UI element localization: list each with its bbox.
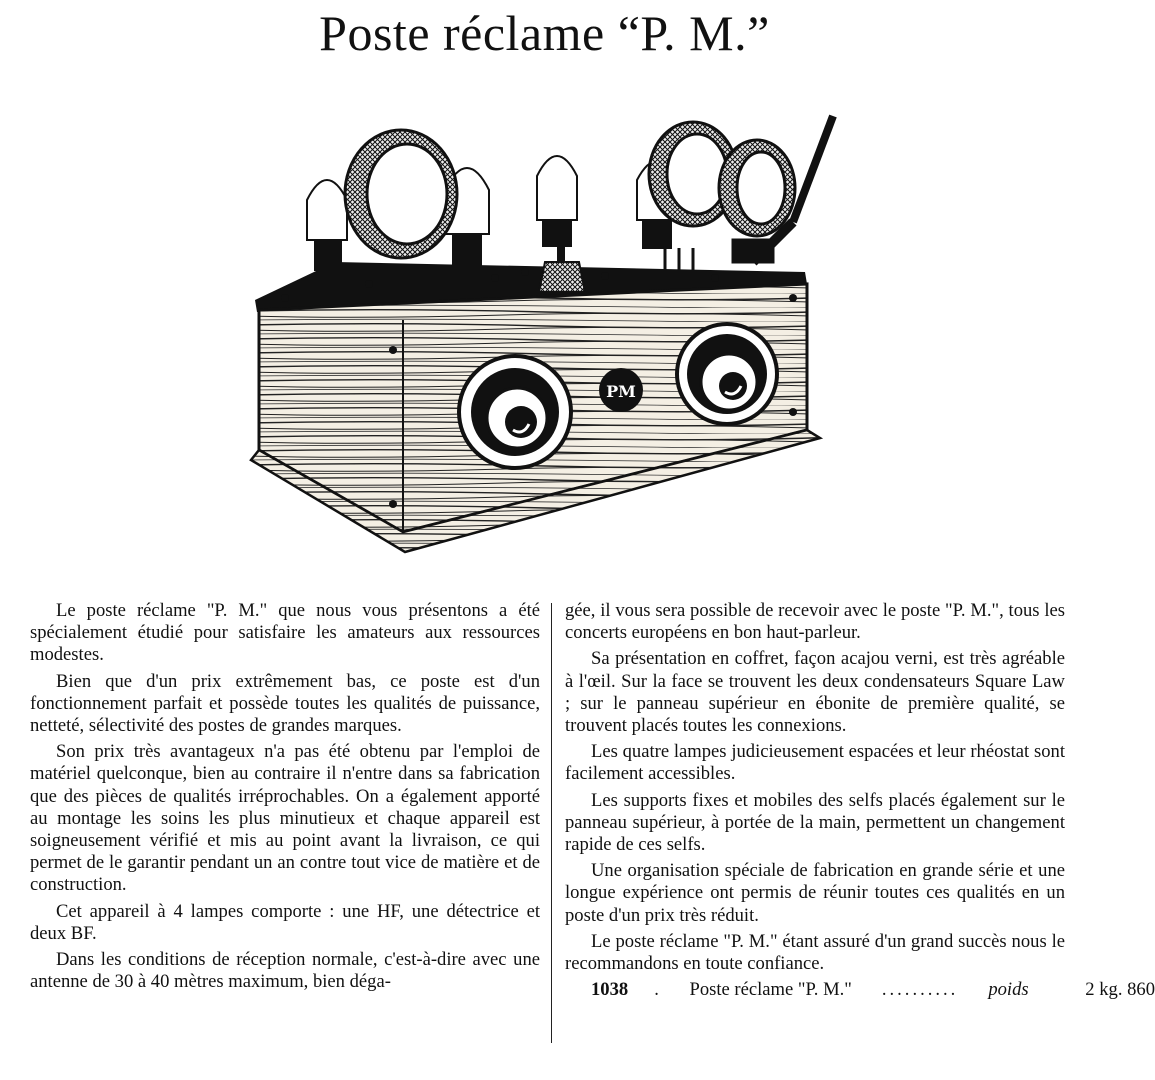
paragraph: Les supports fixes et mobiles des selfs placés également sur le panneau supérieur, à portée de la main, permettent un changement rapide de ces selfs. xyxy=(565,789,1065,856)
paragraph: Cet appareil à 4 lampes comporte : une HF, une détectrice et deux BF. xyxy=(30,900,540,944)
right-column xyxy=(565,600,1155,1005)
paragraph: Bien que d'un prix extrêmement bas, ce poste est d'un fonctionnement parfait et possède toutes les qualités de puissance, netteté, sélectivité des postes de grandes marques. xyxy=(30,670,540,737)
left-column xyxy=(30,600,540,997)
coil-left xyxy=(345,130,457,258)
paragraph: Sa présentation en coffret, façon acajou verni, est très agréable à l'œil. Sur la face se trouvent les deux condensateurs Square Law ; sur le panneau supérieur en ébonite de première qualité, se trouvent placés toutes les connexions. xyxy=(565,648,1065,737)
catalog-leader: .......... xyxy=(881,979,959,1001)
paragraph: Le poste réclame "P. M." que nous vous présentons a été spécialement étudié pour satisfaire les amateurs aux ressources modestes. xyxy=(30,600,540,666)
svg-text:PM: PM xyxy=(606,382,636,401)
paragraph: Les quatre lampes judicieusement espacées et leur rhéostat sont facilement accessibles. xyxy=(565,741,1065,785)
paragraph: Une organisation spéciale de fabrication en grande série et une longue expérience ont permis de réunir toutes ces qualités en un poste d'un prix très réduit. xyxy=(565,860,1065,926)
catalog-item: Poste réclame "P. M." xyxy=(689,979,852,1001)
coil-right xyxy=(649,122,795,236)
paragraph: Dans les conditions de réception normale, c'est-à-dire avec une antenne de 30 à 40 mètres maximum, bien déga- xyxy=(30,949,540,993)
right-tuning-dial xyxy=(677,324,777,424)
weight-label: poids xyxy=(988,979,1029,1001)
radio-set-illustration xyxy=(245,112,845,560)
column-divider xyxy=(551,603,552,1043)
weight-value: 2 kg. 860 xyxy=(1085,979,1155,1001)
paragraph: Son prix très avantageux n'a pas été obtenu par l'emploi de matériel quelconque, bien au contraire il n'entre dans sa fabrication que des pièces de qualités irréprochables. On a également apporté au montage les soins les plus minutieux et chaque appareil est soigneusement vérifié et mis au point avant la livraison, ce qui permet de le garantir pendant un an contre tout vice de matière et de construction. xyxy=(30,741,540,896)
left-tuning-dial xyxy=(459,356,571,468)
page-title: Poste réclame “P. M.” xyxy=(319,5,770,61)
pm-monogram-icon xyxy=(599,368,643,412)
paragraph-continuation: gée, il vous sera possible de recevoir avec le poste "P. M.", tous les concerts européens en bon haut-parleur. xyxy=(565,600,1065,644)
catalog-number: 1038 xyxy=(591,979,629,1001)
paragraph: Le poste réclame "P. M." étant assuré d'un grand succès nous le recommandons en toute confiance. xyxy=(565,930,1065,975)
rheostat-knob xyxy=(539,246,585,292)
catalog-entry: 1038 . Poste réclame "P. M." .......... poids 2 kg. 860 xyxy=(565,979,1065,1001)
